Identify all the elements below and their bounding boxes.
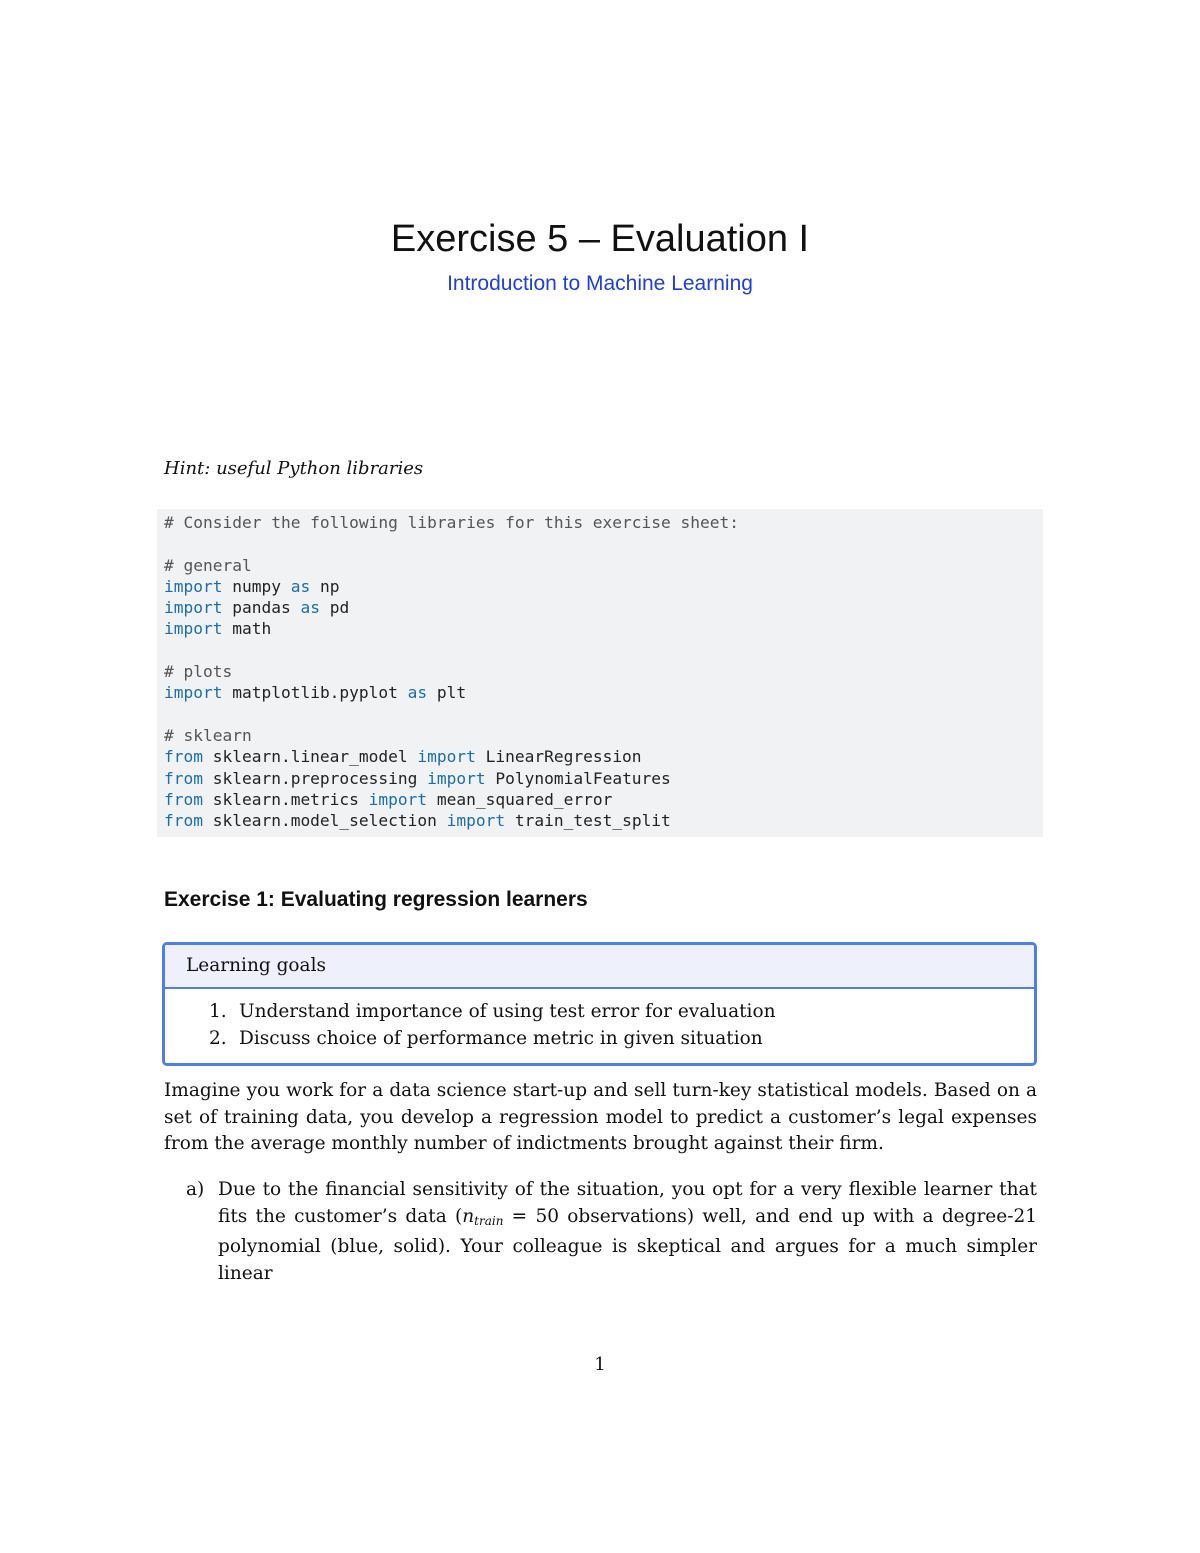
code-keyword: from	[164, 768, 203, 788]
code-line	[164, 640, 1036, 661]
code-keyword: as	[300, 598, 320, 618]
code-text: math	[222, 619, 272, 639]
code-keyword: import	[164, 619, 223, 639]
code-line	[164, 618, 1036, 639]
exercise-heading: Exercise 1: Evaluating regression learners	[164, 888, 588, 911]
item-text-before: Due to the financial sensitivity of the situation, you opt for a very flexible learner that fits the customer’s data (	[218, 1179, 1037, 1227]
code-line	[164, 533, 1036, 554]
document-subtitle: Introduction to Machine Learning	[447, 272, 753, 295]
math-n: n	[462, 1205, 475, 1227]
code-line	[164, 555, 1036, 576]
exercise-item-a	[186, 1177, 1037, 1287]
code-keyword: import	[446, 811, 506, 831]
code-line	[164, 576, 1036, 597]
code-text: np	[310, 576, 340, 596]
learning-goal-number: 2.	[209, 1028, 227, 1049]
code-line	[164, 597, 1036, 618]
code-line	[164, 661, 1036, 682]
code-comment: # plots	[164, 662, 233, 682]
code-line	[164, 704, 1036, 725]
code-text: PolynomialFeatures	[485, 768, 671, 788]
page-number: 1	[594, 1354, 606, 1375]
learning-goal-item	[165, 1025, 1034, 1052]
item-label: a)	[186, 1179, 205, 1200]
learning-goal-item	[165, 998, 1034, 1025]
intro-paragraph: Imagine you work for a data science start-up and sell turn-key statistical models. Based on a set of training data, you develop a regression model to predict a customer’s legal expenses from the average monthly number of indictments brought against their firm.	[164, 1080, 1037, 1154]
code-keyword: from	[164, 811, 203, 831]
code-comment: # general	[164, 555, 252, 575]
code-keyword: as	[290, 576, 311, 596]
code-line	[164, 746, 1036, 767]
code-block	[157, 509, 1043, 837]
code-line	[164, 512, 1036, 533]
code-text: LinearRegression	[475, 747, 642, 767]
code-keyword: from	[164, 789, 203, 809]
learning-goals-list	[165, 989, 1034, 1052]
code-line	[164, 810, 1036, 831]
code-text: sklearn.model_selection	[202, 811, 447, 831]
code-keyword: import	[164, 683, 223, 703]
code-comment: # Consider the following libraries for this exercise sheet:	[164, 513, 739, 532]
code-text: pandas	[222, 598, 301, 618]
code-keyword: import	[417, 747, 476, 767]
math-subscript: train	[474, 1213, 504, 1228]
code-comment: # sklearn	[164, 725, 252, 745]
code-keyword: as	[407, 683, 428, 703]
code-text: sklearn.linear_model	[202, 747, 418, 767]
code-text: mean_squared_error	[427, 789, 613, 809]
item-text-after: observations) well, and end up with a degree-21 polynomial (blue, solid). Your colleague is skeptical and argues for a much simpler linear	[218, 1205, 1037, 1284]
learning-goals-header: Learning goals	[165, 945, 1034, 989]
code-text: plt	[427, 683, 467, 703]
code-text: matplotlib.pyplot	[222, 683, 408, 703]
learning-goal-text: Understand importance of using test error for evaluation	[239, 1001, 776, 1022]
learning-goals-box	[162, 942, 1037, 1066]
learning-goal-number: 1.	[209, 1001, 227, 1022]
code-line	[164, 789, 1036, 810]
code-line	[164, 725, 1036, 746]
learning-goal-text: Discuss choice of performance metric in given situation	[239, 1028, 763, 1049]
item-text	[218, 1177, 1037, 1287]
document-title: Exercise 5 – Evaluation I	[390, 218, 810, 260]
code-text: pd	[319, 598, 350, 618]
code-text: sklearn.preprocessing	[202, 768, 428, 788]
code-keyword: import	[164, 576, 223, 596]
code-keyword: import	[164, 598, 223, 618]
code-line	[164, 682, 1036, 703]
code-keyword: import	[368, 789, 428, 809]
code-keyword: from	[164, 747, 203, 767]
code-text: sklearn.metrics	[202, 789, 369, 809]
hint-text: Hint: useful Python libraries	[164, 458, 424, 479]
code-keyword: import	[427, 768, 486, 788]
code-text: numpy	[222, 576, 291, 596]
math-equals: = 50	[503, 1205, 559, 1227]
code-text: train_test_split	[505, 811, 671, 831]
code-line	[164, 768, 1036, 789]
